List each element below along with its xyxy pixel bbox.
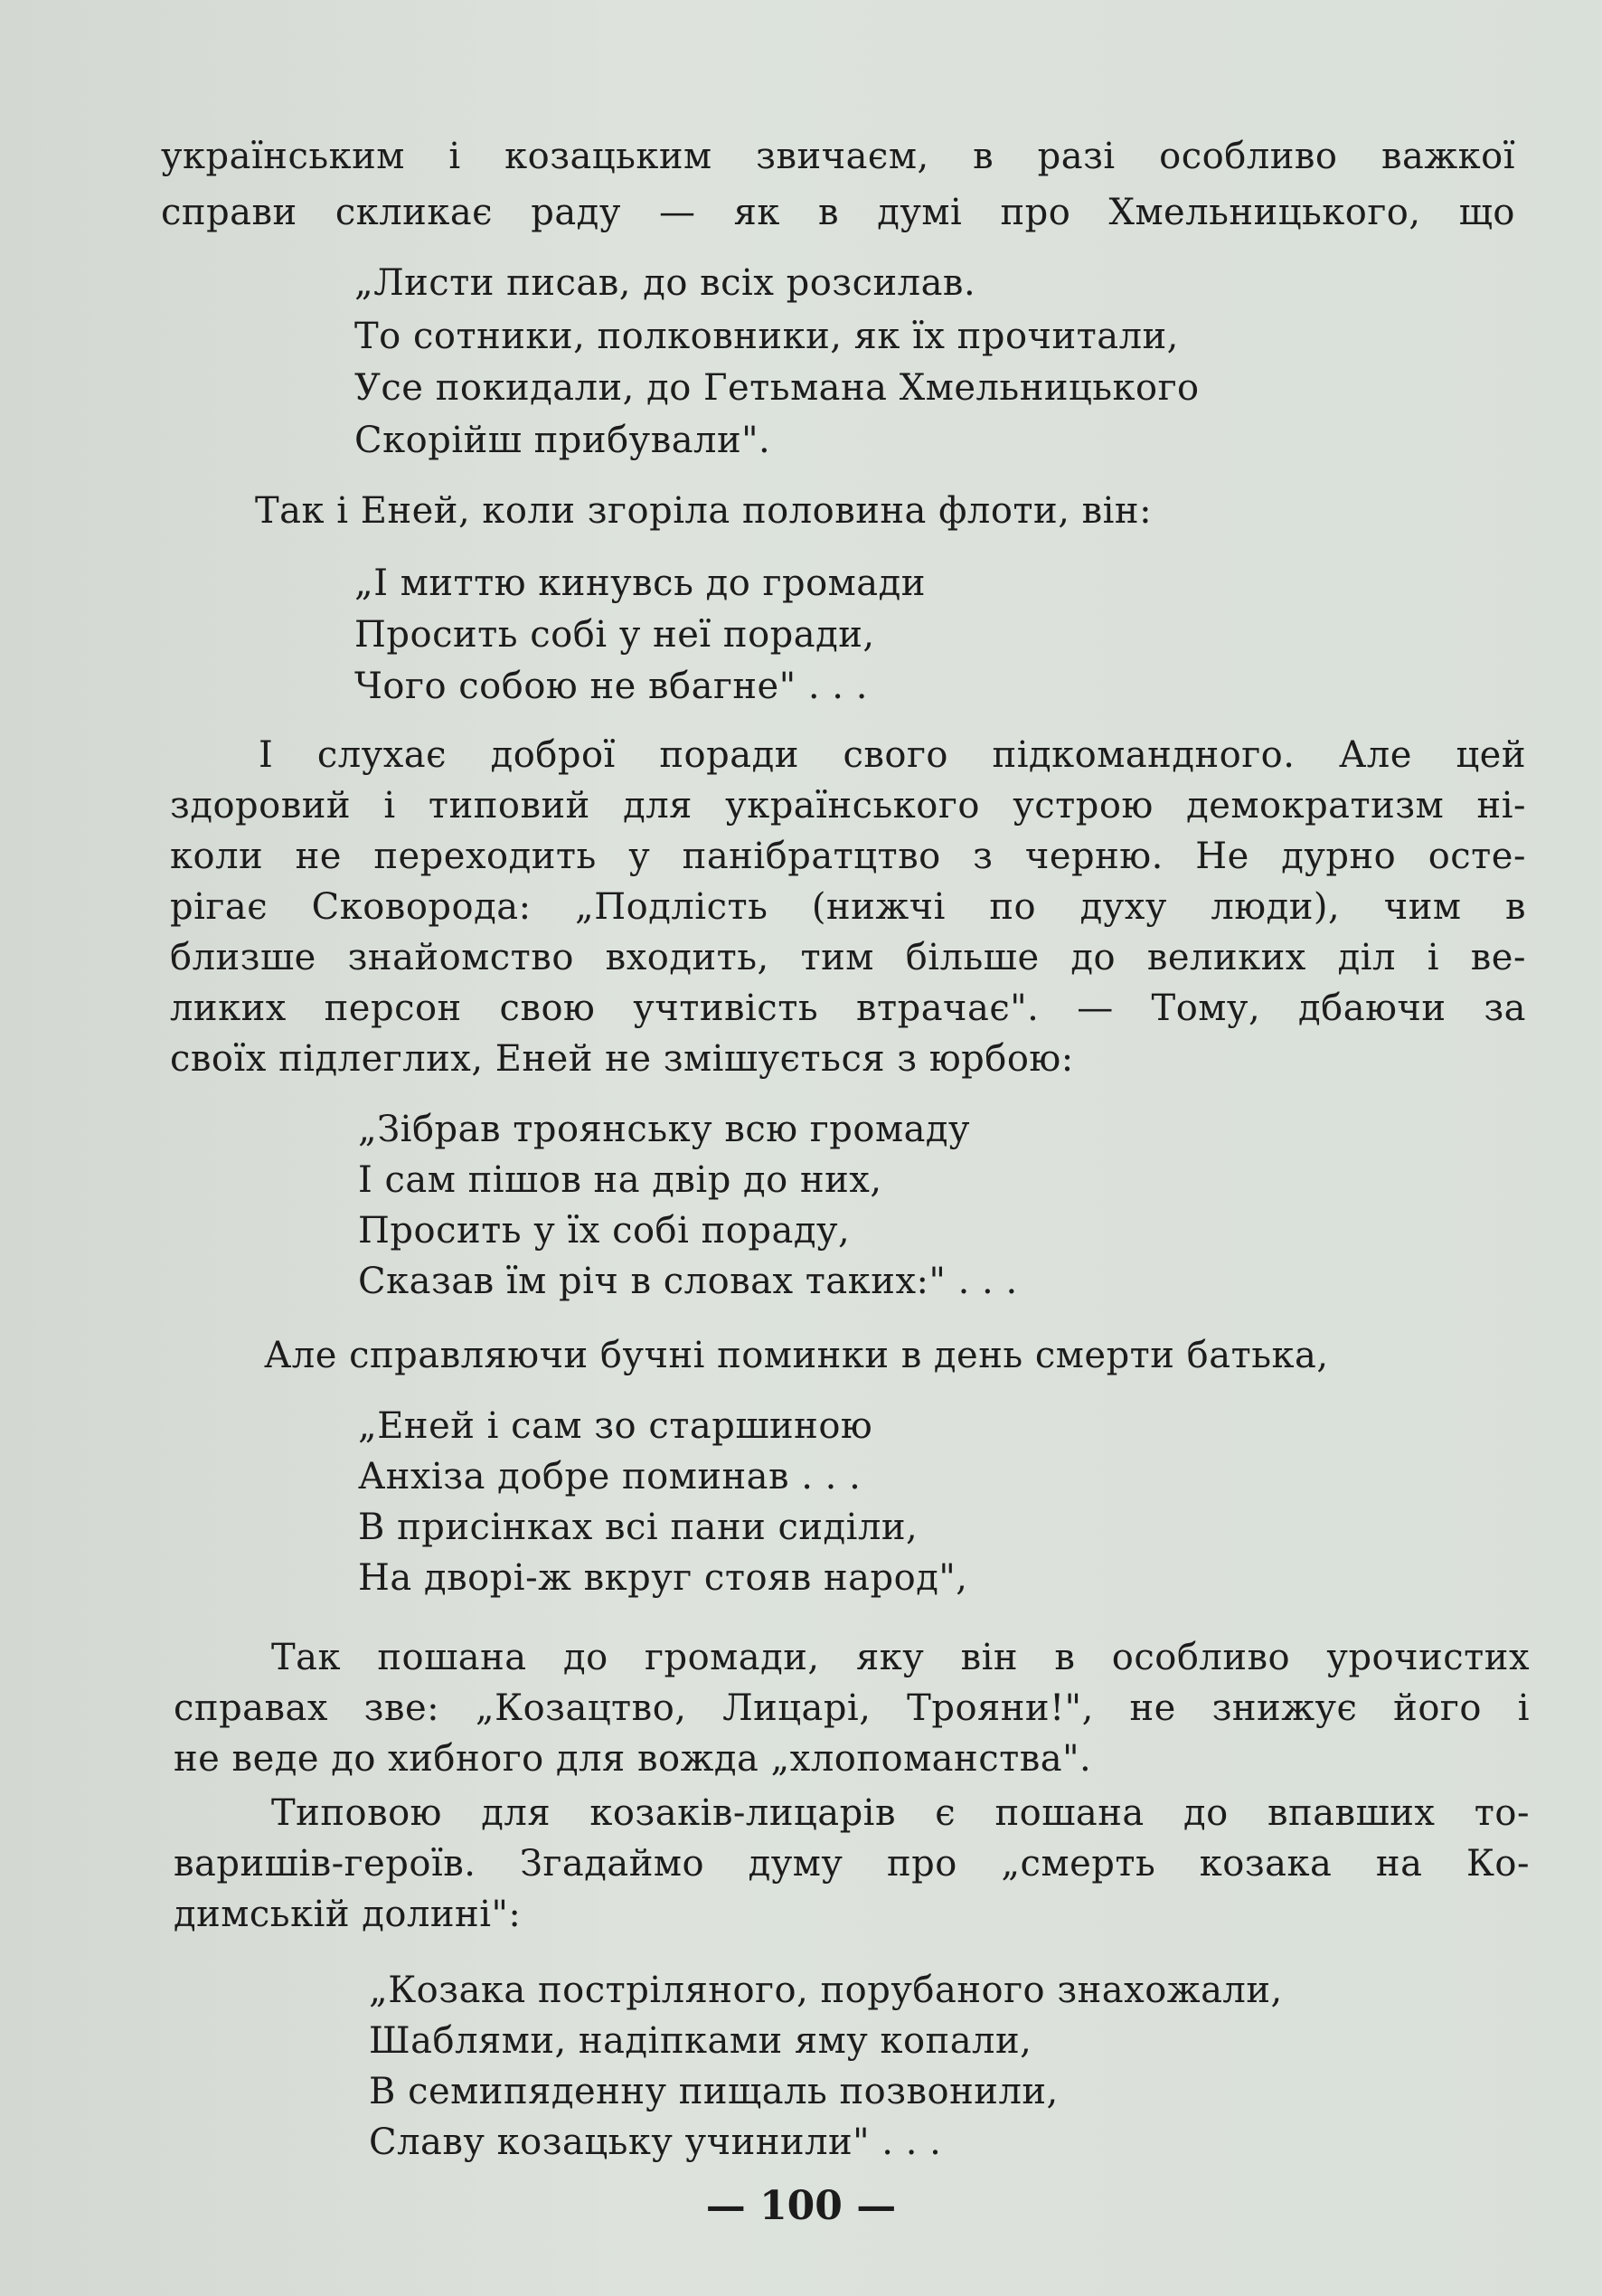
verse-line: „Еней і сам зо старшиною	[358, 1405, 873, 1447]
text-line: Так пошана до громади, яку він в особливо урочистих	[271, 1637, 1530, 1678]
verse-line: Славу козацьку учинили" . . .	[369, 2121, 942, 2163]
text-line: близше знайомство входить, тим більше до великих діл і ве-	[170, 937, 1526, 978]
text-line: варишів-героїв. Згадаймо думу про „смерть козака на Ко-	[174, 1843, 1530, 1885]
verse-line: На дворі-ж вкруг стояв народ",	[358, 1557, 968, 1599]
text-line: справах зве: „Козацтво, Лицарі, Трояни!", не знижує його і	[174, 1687, 1530, 1729]
verse-line: Сказав їм річ в словах таких:" . . .	[358, 1261, 1018, 1302]
text-line: рігає Сковорода: „Подлість (нижчі по духу люди), чим в	[170, 886, 1526, 928]
text-line: справи скликає раду — як в думі про Хмельницького, що	[161, 192, 1515, 233]
verse-line: Просить собі у неї поради,	[354, 614, 875, 656]
text-line: Так і Еней, коли згоріла половина флоти, він:	[255, 490, 1153, 532]
verse-line: Просить у їх собі пораду,	[358, 1210, 851, 1252]
text-line: димській долині":	[174, 1894, 522, 1935]
verse-line: Анхіза добре поминав . . .	[358, 1456, 862, 1498]
verse-line: В присінках всі пани сиділи,	[358, 1507, 919, 1548]
text-line: І слухає доброї поради свого підкомандного. Але цей	[259, 734, 1526, 776]
verse-line: Скорійш прибували".	[354, 420, 771, 461]
verse-line: І сам пішов на двір до них,	[358, 1159, 882, 1201]
verse-line: „Зібрав троянську всю громаду	[358, 1109, 971, 1150]
verse-line: То сотники, полковники, як їх прочитали,	[354, 316, 1179, 357]
text-line: ликих персон свою учтивість втрачає". — Тому, дбаючи за	[170, 987, 1526, 1029]
verse-line: „І миттю кинувсь до громади	[354, 562, 926, 604]
verse-line: „Козака постріляного, порубаного знахожали,	[369, 1970, 1283, 2011]
page-number: — 100 —	[705, 2183, 897, 2229]
verse-line: Шаблями, надіпками яму копали,	[369, 2020, 1032, 2062]
text-line: своїх підлеглих, Еней не змішується з юрбою:	[170, 1038, 1074, 1080]
verse-line: В семипяденну пищаль позвонили,	[369, 2071, 1059, 2112]
verse-line: Чого собою не вбагне" . . .	[354, 666, 868, 707]
text-line: коли не переходить у панібратцтво з черню. Не дурно осте-	[170, 836, 1526, 877]
verse-line: „Листи писав, до всіх розсилав.	[354, 262, 976, 304]
text-line: не веде до хибного для вожда „хлопоманства".	[174, 1738, 1092, 1780]
text-line: українським і козацьким звичаєм, в разі особливо важкої	[161, 136, 1515, 177]
text-line: здоровий і типовий для українського устрою демократизм ні-	[170, 785, 1526, 827]
text-line: Але справляючи бучні поминки в день смерти батька,	[264, 1335, 1329, 1376]
verse-line: Усе покидали, до Гетьмана Хмельницького	[354, 367, 1200, 409]
text-line: Типовою для козаків-лицарів є пошана до впавших то-	[271, 1792, 1530, 1834]
